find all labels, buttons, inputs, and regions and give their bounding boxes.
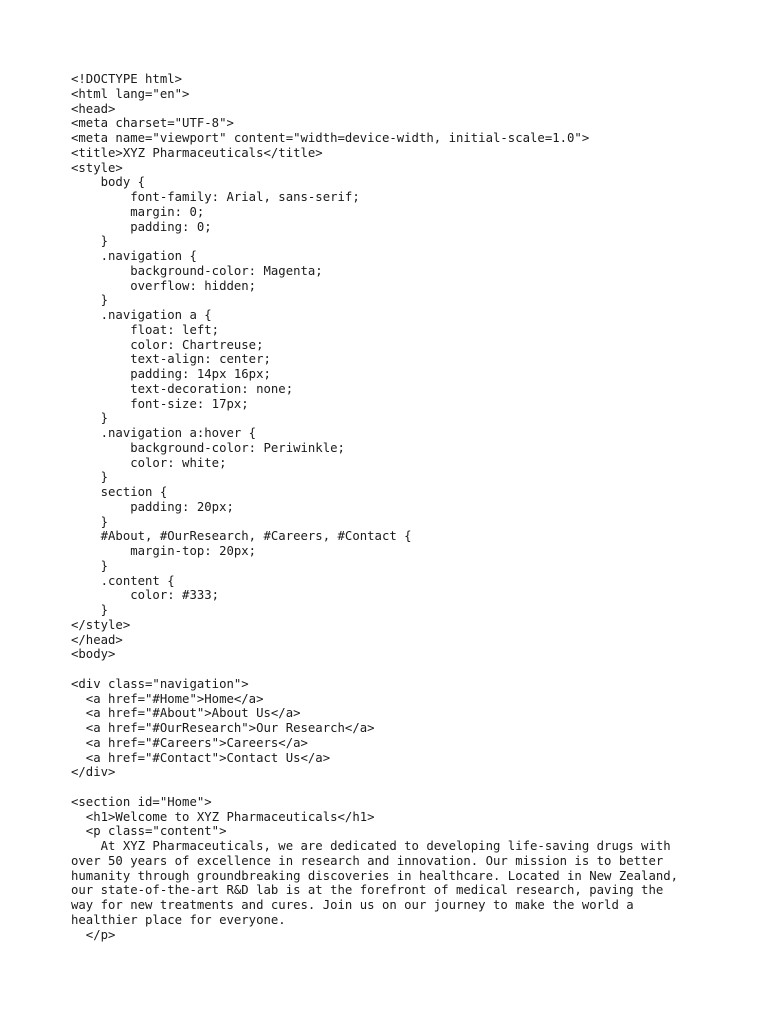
code-line: padding: 20px;: [71, 499, 234, 514]
code-line: </div>: [71, 765, 116, 780]
code-line: color: Chartreuse;: [71, 337, 264, 352]
code-line: our state-of-the-art R&D lab is at the forefront of medical research, paving the: [71, 883, 664, 898]
code-line: At XYZ Pharmaceuticals, we are dedicated to developing life-saving drugs with: [71, 839, 671, 853]
code-line: <h1>Welcome to XYZ Pharmaceuticals</h1>: [71, 809, 375, 824]
code-line: }: [71, 514, 109, 529]
code-line: </style>: [71, 617, 131, 632]
code-line: </head>: [71, 632, 123, 647]
code-line: <html lang="en">: [71, 86, 190, 101]
code-line: background-color: Periwinkle;: [71, 440, 345, 455]
code-line: text-decoration: none;: [71, 381, 294, 396]
code-line: <p class="content">: [71, 824, 227, 839]
code-line: <div class="navigation">: [71, 676, 249, 691]
code-line: .navigation {: [71, 249, 197, 263]
code-line: humanity through groundbreaking discoveries in healthcare. Located in New Zealand,: [71, 868, 679, 883]
code-line: <title>XYZ Pharmaceuticals</title>: [71, 145, 323, 160]
code-line: </p>: [71, 927, 116, 942]
code-line: <!DOCTYPE html>: [71, 72, 183, 86]
code-line: <body>: [71, 647, 116, 662]
code-line: }: [71, 234, 109, 249]
code-line: background-color: Magenta;: [71, 263, 323, 278]
code-line: margin-top: 20px;: [71, 544, 257, 558]
code-listing: [71, 72, 711, 942]
code-line: <a href="#About">About Us</a>: [71, 706, 301, 721]
code-line: font-family: Arial, sans-serif;: [71, 190, 360, 204]
code-line: healthier place for everyone.: [71, 912, 286, 927]
code-line: <a href="#OurResearch">Our Research</a>: [71, 721, 375, 735]
code-line: <a href="#Contact">Contact Us</a>: [71, 750, 331, 765]
code-line: font-size: 17px;: [71, 396, 249, 411]
code-line: <meta name="viewport" content="width=device-width, initial-scale=1.0">: [71, 131, 590, 145]
code-line: overflow: hidden;: [71, 278, 257, 293]
code-line: }: [71, 411, 109, 426]
code-line: <meta charset="UTF-8">: [71, 116, 234, 131]
code-line: }: [71, 293, 109, 308]
code-line: .content {: [71, 573, 175, 588]
code-line: margin: 0;: [71, 204, 205, 219]
code-line: }: [71, 470, 109, 485]
code-line: }: [71, 558, 109, 573]
code-line: <a href="#Careers">Careers</a>: [71, 735, 308, 750]
code-line: .navigation a:hover {: [71, 426, 257, 440]
code-line: <style>: [71, 160, 123, 175]
code-line: .navigation a {: [71, 308, 212, 322]
code-line: section {: [71, 485, 168, 499]
code-line: color: white;: [71, 455, 227, 470]
code-line: float: left;: [71, 322, 220, 337]
code-line: [71, 662, 711, 677]
code-line: padding: 0;: [71, 219, 212, 234]
code-line: <a href="#Home">Home</a>: [71, 691, 264, 706]
code-line: color: #333;: [71, 588, 220, 603]
code-line: body {: [71, 175, 146, 190]
code-line: [71, 780, 711, 795]
code-line: padding: 14px 16px;: [71, 367, 271, 381]
code-line: over 50 years of excellence in research and innovation. Our mission is to better: [71, 853, 664, 868]
code-line: <section id="Home">: [71, 794, 212, 809]
code-line: #About, #OurResearch, #Careers, #Contact {: [71, 529, 412, 544]
code-line: text-align: center;: [71, 352, 271, 367]
code-line: }: [71, 603, 109, 617]
code-line: way for new treatments and cures. Join us on our journey to make the world a: [71, 898, 634, 912]
code-line: <head>: [71, 101, 116, 116]
